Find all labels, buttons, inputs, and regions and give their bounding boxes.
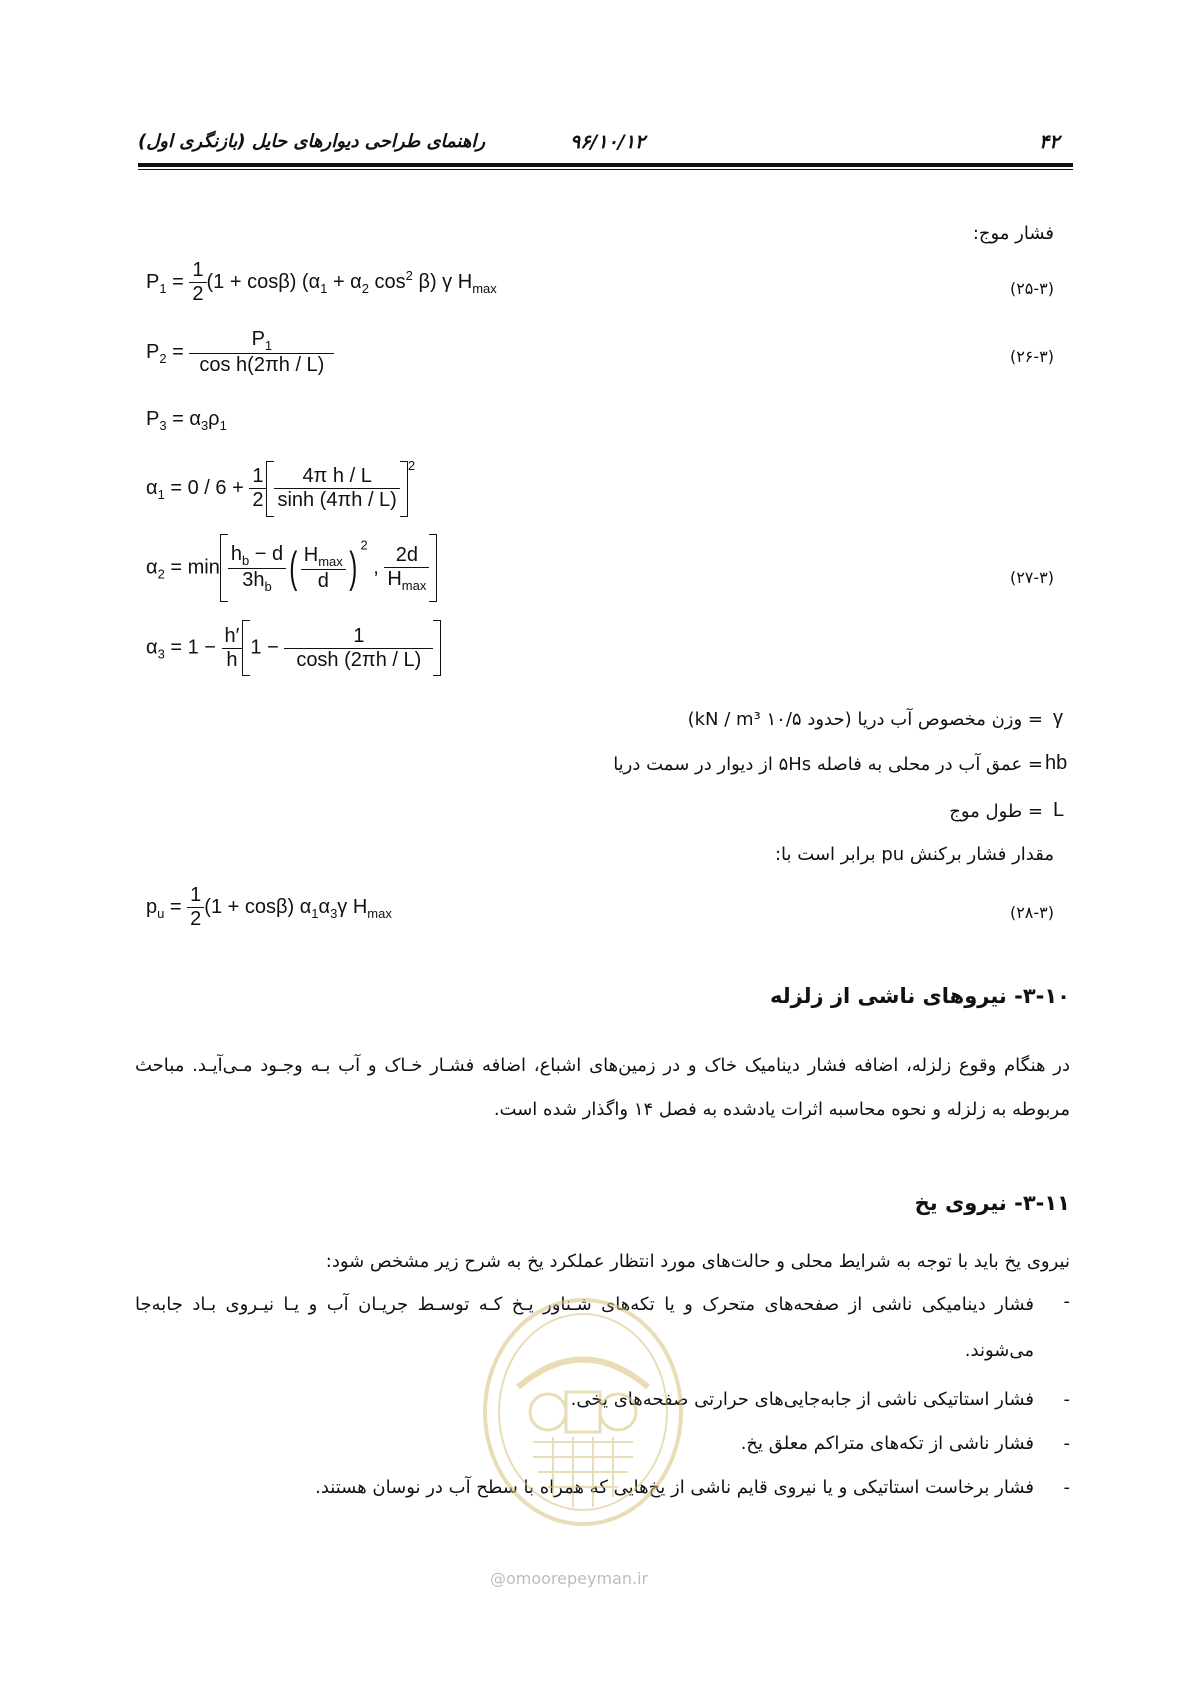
equation-alpha2: $\alpha_2 = \min$ $\frac{h_b - d}{3h_b}$ ( $\frac{H_{max}}{d}$ ) $^2$ , $\frac{2d}{H_{max}}$ [146, 534, 437, 602]
equation-p2: $P_2$ = $\frac{P_1}{\text{cos h(2πh / L)}}$ [146, 328, 334, 377]
equation-number-25: (۲۵-۳) [1009, 279, 1054, 298]
definition-gamma: = وزن مخصوص آب دریا (حدود ۱۰/۵ kN / m³) [687, 709, 1043, 730]
list-item-text: فشار استاتیکی ناشی از جابه‌جایی‌های حرارتی صفحه‌های یخی. [570, 1389, 1034, 1410]
header-rule [138, 163, 1073, 167]
section-11-intro: نیروی یخ باید با توجه به شرایط محلی و حالت‌های مورد انتظار عملکرد یخ به شرح زیر مشخص شود: [325, 1251, 1070, 1272]
list-item-text: فشار ناشی از تکه‌های متراکم معلق یخ. [740, 1433, 1034, 1454]
definition-L: = طول موج [949, 801, 1043, 822]
equation-p3: $P_3 = \alpha_3\rho_1$ [146, 408, 227, 433]
bullet-dash: - [1063, 1389, 1070, 1410]
equation-pu: $p_u$ = $\frac{1}{2}$ (1 + cosβ) $\alpha_1\alpha_3\gamma$ $H_{max}$ [146, 884, 392, 930]
section-10-heading: ۳-۱۰- نیروهای ناشی از زلزله [769, 984, 1070, 1008]
equation-number-26: (۲۶-۳) [1009, 347, 1054, 366]
equation-p1: $P_1$ = $\frac{1}{2}$ (1 + cosβ) ($\alpha_1 + \alpha_2$ $\cos^2 \beta$) γ $H_{max}$ [146, 259, 497, 305]
section-11-heading: ۳-۱۱- نیروی یخ [914, 1191, 1070, 1215]
L-symbol: L [1053, 799, 1065, 821]
definition-hb: = عمق آب در محلی به فاصله ۵Hs از دیوار در سمت دریا [613, 754, 1043, 775]
gamma-symbol: γ [1053, 707, 1063, 729]
hb-symbol: hb [1045, 752, 1068, 774]
bullet-dash: - [1063, 1291, 1070, 1312]
header-date: ۹۶/۱۰/۱۲ [570, 131, 646, 153]
page-number: ۴۲ [1039, 131, 1060, 153]
list-item-text: فشار برخاست استاتیکی و یا نیروی قایم ناشی از یخ‌هایی که همراه با سطح آب در نوسان هستند. [315, 1477, 1034, 1498]
equation-number-27: (۲۷-۳) [1009, 568, 1054, 587]
watermark-seal-icon [478, 1292, 688, 1532]
equation-alpha1: $\alpha_1 = 0 / 6$ + $\frac{1}{2}$ $\frac{\text{4π h / L}}{\sinh (4\pi h / L)}$ $^2$ [146, 458, 415, 517]
section-10-paragraph: در هنگام وقوع زلزله، اضافه فشار دینامیک خاک و در زمین‌های اشباع، اضافه فشـار خـاک و آب بـه وجـود مـی‌آیـد. مباحث مربوطه به زلزله و نحوه محاسبه اثرات یادشده به فصل ۱۴ واگذار شده است. [135, 1055, 1070, 1120]
bullet-dash: - [1063, 1477, 1070, 1498]
site-url: @omoorepeyman.ir [490, 1569, 649, 1588]
equation-number-28: (۲۸-۳) [1009, 903, 1054, 922]
wave-pressure-intro: فشار موج: [972, 223, 1054, 244]
equation-alpha3: $\alpha_3 = 1$ − $\frac{h'}{h}$ 1 − $\frac{1}{\cosh (2\pi h / L)}$ [146, 620, 441, 676]
list-item-text: فشار دینامیکی ناشی از صفحه‌های متحرک و یا تکه‌های شـناور یـخ کـه توسـط جریـان آب و یـا نیـروی بـاد جابه‌جا می‌شوند. [135, 1294, 1034, 1361]
uplift-intro: مقدار فشار برکنش pu برابر است با: [774, 844, 1054, 865]
header-title: راهنمای طراحی دیوارهای حایل (بازنگری اول) [138, 131, 486, 152]
header-rule-thin [138, 169, 1073, 170]
bullet-dash: - [1063, 1433, 1070, 1454]
